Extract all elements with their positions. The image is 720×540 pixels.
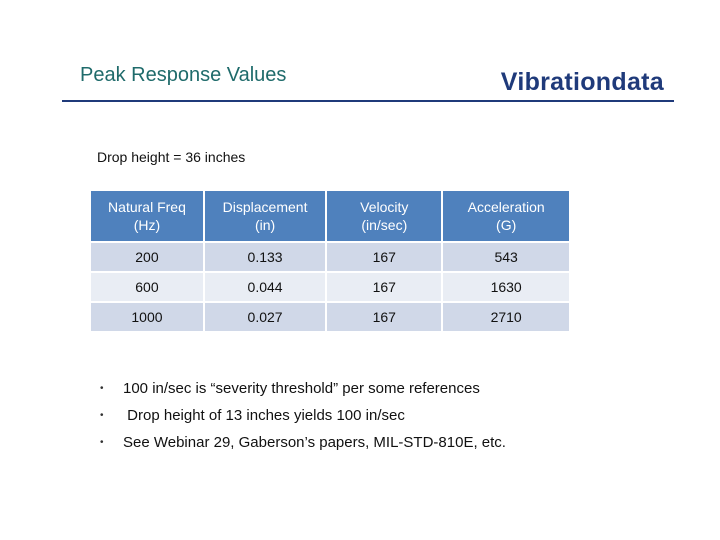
- header-unit: (G): [496, 217, 517, 233]
- cell-acceleration: 2710: [442, 302, 569, 331]
- title-divider: [62, 100, 674, 102]
- bullet-icon: •: [100, 437, 104, 448]
- table-row: [91, 242, 569, 272]
- peak-response-table: [91, 191, 569, 331]
- note-text: See Webinar 29, Gaberson’s papers, MIL-STD-810E, etc.: [123, 434, 506, 451]
- cell-displacement: 0.133: [204, 242, 326, 272]
- header-unit: (in): [254, 217, 276, 233]
- header-displacement: [204, 191, 326, 242]
- header-unit: (Hz): [133, 217, 161, 233]
- header-line: Velocity: [360, 199, 409, 215]
- cell-displacement: 0.044: [204, 272, 326, 302]
- table-row: [91, 272, 569, 302]
- cell-natural-freq: 600: [91, 272, 204, 302]
- header-velocity: [326, 191, 442, 242]
- header-natural-freq: [91, 191, 204, 242]
- brand-logo-text: Vibrationdata: [500, 68, 664, 96]
- bullet-icon: •: [100, 383, 104, 394]
- header-line: Natural Freq: [108, 199, 186, 215]
- cell-natural-freq: 200: [91, 242, 204, 272]
- list-item: [100, 402, 506, 429]
- header-line: Acceleration: [467, 199, 545, 215]
- header-acceleration: [442, 191, 569, 242]
- cell-acceleration: 543: [442, 242, 569, 272]
- notes-list: [100, 375, 506, 456]
- note-text: 100 in/sec is “severity threshold” per some references: [123, 380, 480, 397]
- table-row: [91, 302, 569, 331]
- bullet-icon: •: [100, 410, 104, 421]
- table-header-row: [91, 191, 569, 242]
- list-item: [100, 375, 506, 402]
- cell-velocity: 167: [326, 302, 442, 331]
- header-line: Displacement: [222, 199, 308, 215]
- slide-title: Peak Response Values: [80, 64, 287, 86]
- header-unit: (in/sec): [361, 217, 408, 233]
- note-text: Drop height of 13 inches yields 100 in/sec: [123, 407, 405, 424]
- cell-acceleration: 1630: [442, 272, 569, 302]
- cell-displacement: 0.027: [204, 302, 326, 331]
- list-item: [100, 429, 506, 456]
- drop-height-caption: Drop height = 36 inches: [97, 149, 246, 165]
- cell-velocity: 167: [326, 242, 442, 272]
- cell-natural-freq: 1000: [91, 302, 204, 331]
- cell-velocity: 167: [326, 272, 442, 302]
